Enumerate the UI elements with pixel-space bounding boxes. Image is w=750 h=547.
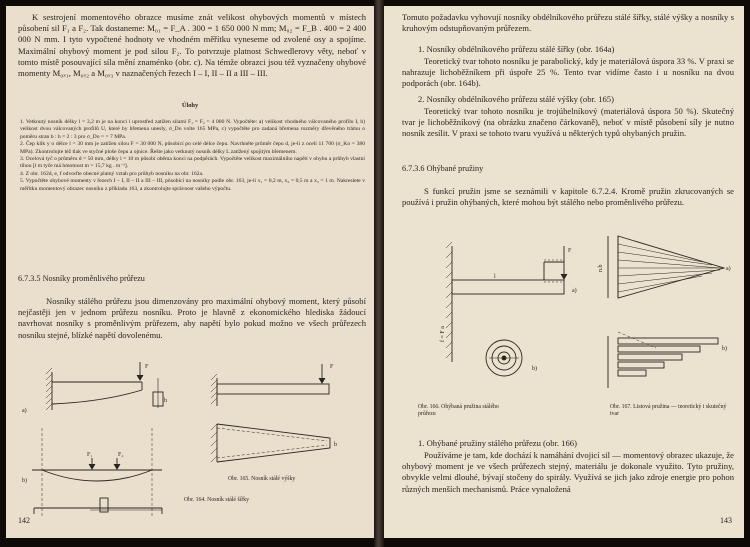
label-a: a) [572, 288, 577, 294]
section-heading: 6.7.3.6 Ohýbané pružiny [402, 164, 484, 173]
label-b-167: b) [722, 346, 727, 352]
item1-title: 1. Nosníky obdélníkového průřezu stálé šířky (obr. 164a) [418, 44, 615, 54]
section-paragraph: S funkcí pružin jsme se seznámili v kapitole 6.7.2.4. Kromě pružin zkrucovaných se používá i pružin ohýbaných, které mohou být stálého nebo proměnlivého průřezu. [402, 186, 734, 208]
caption-164: Obr. 164. Nosník stálé šířky [184, 497, 250, 503]
label-a-167: a) [726, 266, 731, 272]
figure-166-167 [394, 232, 740, 432]
label-h: h [164, 398, 167, 404]
item3-title: 1. Ohýbané pružiny stálého průřezu (obr. 166) [418, 438, 577, 448]
label-b: b) [532, 366, 537, 372]
label-F-165: F [330, 364, 334, 370]
label-b: b) [22, 478, 27, 484]
item2-title: 2. Nosníky obdélníkového průřezu stálé výšky (obr. 165) [418, 94, 614, 104]
exercise-item: 2. Čep klik y o délce l = 30 mm je zatížen silou F = 30 000 N, působící po celé délce čepu. Navrhněte průměr čepu d, je-li z oceli 11 700 (σ_Ko = 380 MPa). Zkontrolujte též tlak ve styčné ploše čepu a ojnice. Řešte jako vetknutý nosník délky L zatížený spojitým břemenem. [20, 141, 365, 155]
exercise-item: 3. Ocelová tyč o průměru d = 50 mm, délky l = 10 m působí oběma konci na podpěrách. Vypočtěte velikost maximálního napětí v ohybu a průhyb vlastní tíhou [l m tyče má hmotnost m = 15,7 kg . m⁻¹]. [20, 156, 365, 170]
label-F: F [568, 248, 572, 254]
caption-165: Obr. 165. Nosník stálé výšky [228, 476, 296, 482]
exercise-item: 5. Vypočtěte ohybové momenty v řezech I – I, II – II a III – III, působící na nosníky podle obr. 163, je-li x₁ = 0,2 m, x₂ = 0,5 m a x₃ = 1 m. Nakreslete v měřítku momentový obrazec nosníku z příkladu 163, a zkontrolujte správnost vašeho výpočtu. [20, 178, 365, 192]
exercise-item: 4. Z obr. 162d, e, f odvoďte obecné platný vztah pro průhyb nosníku na obr. 162a. [20, 170, 204, 177]
book-gutter [374, 0, 384, 547]
item3-text: Používáme je tam, kde dochází k namáhání dvojicí sil — momentový obrazec ukazuje, že ohybový moment je ve všech průřezech stejný, materiálu je dokonale využito. Tyto pružiny, obvykle velmi dlouhé, bývají stočeny do spirály. Využívá se jich jako zdroje energie pro pohon různých menších mechanismů. Práce vynaložená [402, 450, 734, 494]
label-fF: f = F a [440, 326, 446, 342]
exercises-heading: Úlohy [181, 102, 199, 109]
section-heading: 6.7.3.5 Nosníky proměnlivého průřezu [18, 274, 145, 283]
label-F1: F₁ [87, 452, 93, 458]
exercise-item: 1. Vetknutý nosník délky l = 3,2 m je na konci i uprostřed zatížen silami F₁ = F₂ = 4 000 N. Vypočtěte: a) velikost vhodného válcovaného profilu I, b) velikost dvou válcovaných profilů U, které by břemena unesly, σ_Do volte 165 MPa, c) vypočtěte pro zadaná břemena rozměry dřevěného trámu o poměru stran b : h = 2 : 3 pro σ_Do = = 7 MPa. [20, 119, 365, 140]
caption-167: Obr. 167. Listová pružina — teoretický i skutečný tvar [610, 404, 727, 418]
page-number: 143 [720, 516, 732, 525]
caption-166: Obr. 166. Ohýbaná pružina stálého průřezu [418, 404, 499, 418]
intro-paragraph: Tomuto požadavku vyhovují nosníky obdélníkového průřezu stálé šířky, stálé výšky a nosníky s kruhovým odstupňovaným průřezem. [402, 12, 734, 34]
section-paragraph: Nosníky stálého průřezu jsou dimenzovány pro maximální ohybový moment, který působí nejčastěji jen v jednom průřezu nosníku. Proto je hlavně z ekonomického hlediska žádoucí navrhovat nosníky s proměnlivým průřezem, aby napětí bylo pokud možno ve všech průřezech nosníku stejné, blízké napětí dovolenému. [18, 296, 366, 340]
label-F: F [145, 364, 149, 370]
intro-paragraph: K sestrojení momentového obrazce musíme znát velikost ohybových momentů v místech působení sil F₁ a F₂. Tak dostaneme: M₀₁ = F_A . 300 = 1 650 000 N mm; M₀₂ = F_B . 400 = 2 400 000 N mm. I tyto vypočtené hodnoty ve vhodném měřítku vyneseme od zvolené osy a spojíme. Maximální ohybový moment je pod silou F₂. To potvrzuje platnost Schwedlerovy věty, neboť v tomto místě posouvající síla mění znaménko (obr. c). Na témže obrazci jsou též vyznačeny ohybové momenty M₀ₓ₁, M₀ₓ₂ a M₀ₓ₃ v naznačených řezech I – I, II – II a III – III. [18, 12, 366, 79]
exercises-list [20, 119, 365, 193]
label-F2: F₂ [118, 452, 124, 458]
label-l: l [494, 274, 496, 280]
item2-text: Teoretický tvar tohoto nosníku je trojúhelníkový (materiálová úspora 50 %). Skutečný tvar je lichoběžníkový (na obrázku značeno čárkovaně), neboť v místě působení síly je nutno nosník zesílit. V praxi se tohoto tvaru využívá u některých typů ohybaných pružin. [402, 106, 734, 139]
item1-text: Teoretický tvar tohoto nosníku je parabolický, kdy je materiálová úspora 33 %. V praxi se nahrazuje lichoběžníkem při úspoře 25 %. Tento tvar vidíme často i u nosníku na dvou podporách (obr. 164b). [402, 56, 734, 89]
left-page [6, 6, 374, 538]
label-nb: n.b [598, 264, 604, 272]
right-page [384, 6, 744, 538]
page-number: 142 [18, 516, 30, 525]
label-a: a) [22, 408, 27, 414]
label-b-dim: b [334, 442, 337, 448]
